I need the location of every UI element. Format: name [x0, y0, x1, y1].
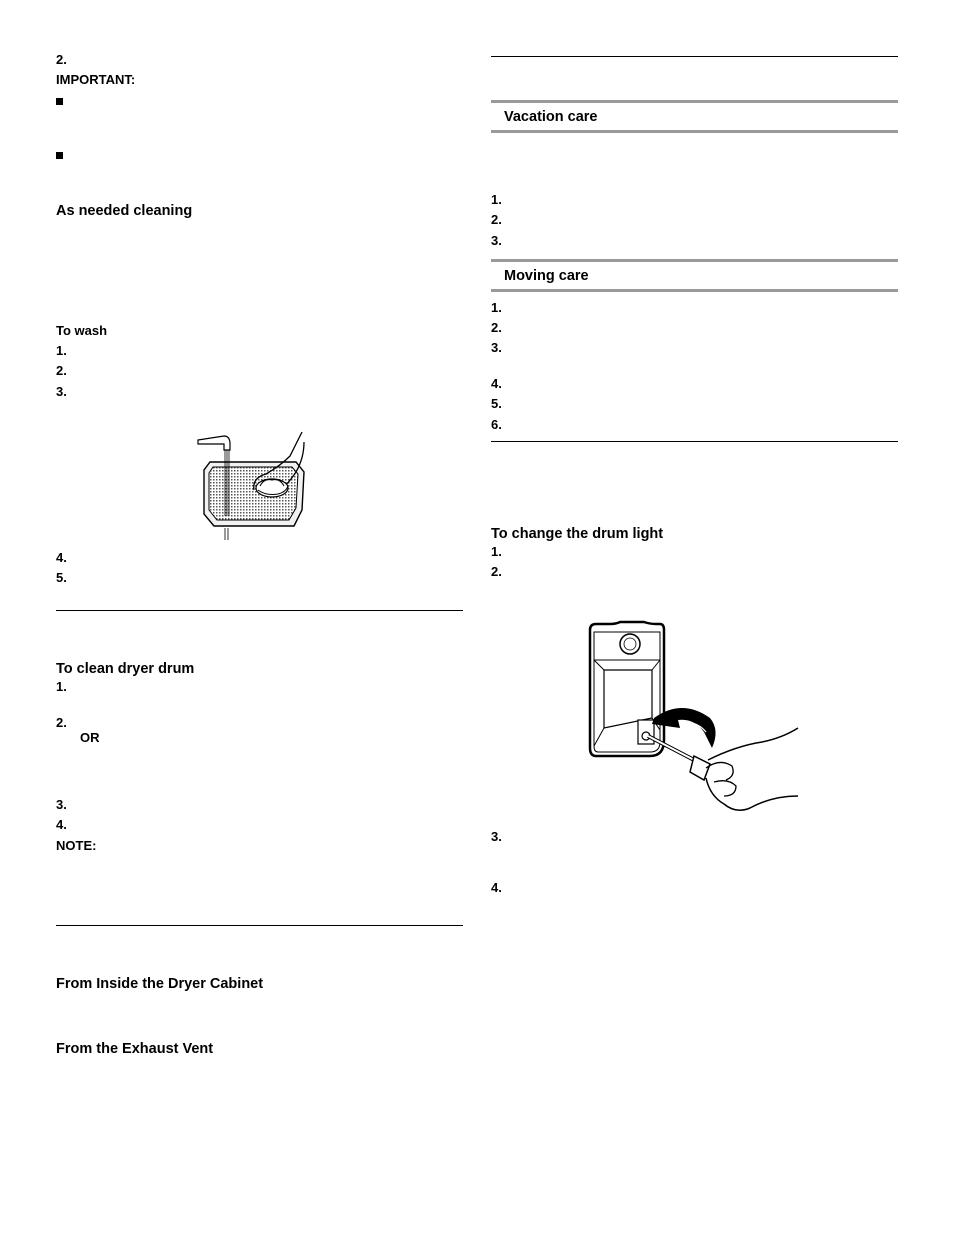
wash-step: 1.: [56, 343, 67, 358]
bullet-icon: [56, 152, 63, 159]
to-clean-dryer-drum-heading: To clean dryer drum: [56, 661, 195, 677]
moving-step: 6.: [491, 417, 502, 432]
vacation-care-heading: Vacation care: [504, 109, 598, 125]
vacation-step: 1.: [491, 192, 502, 207]
wash-step: 4.: [56, 550, 67, 565]
drum-step: 3.: [56, 797, 67, 812]
moving-step: 4.: [491, 376, 502, 391]
light-step: 2.: [491, 564, 502, 579]
drum-step: 1.: [56, 679, 67, 694]
section-divider: [56, 610, 463, 611]
as-needed-cleaning-heading: As needed cleaning: [56, 203, 193, 219]
drum-light-cover-illustration: [586, 620, 804, 820]
section-divider: [56, 925, 463, 926]
drum-step: 2.: [56, 715, 67, 730]
wash-step: 5.: [56, 570, 67, 585]
moving-care-heading: Moving care: [504, 268, 589, 284]
moving-care-band: [491, 259, 898, 292]
from-exhaust-vent-heading: From the Exhaust Vent: [56, 1041, 214, 1057]
section-divider: [491, 56, 898, 57]
moving-step: 3.: [491, 340, 502, 355]
vacation-step: 3.: [491, 233, 502, 248]
to-change-drum-light-heading: To change the drum light: [491, 526, 664, 542]
moving-step: 2.: [491, 320, 502, 335]
section-divider: [491, 441, 898, 442]
moving-step: 5.: [491, 396, 502, 411]
lint-screen-washing-illustration: [192, 428, 312, 544]
light-step: 3.: [491, 829, 502, 844]
light-step: 1.: [491, 544, 502, 559]
note-label: NOTE:: [56, 838, 97, 853]
or-label: OR: [80, 730, 100, 745]
from-inside-cabinet-heading: From Inside the Dryer Cabinet: [56, 976, 264, 992]
to-wash-heading: To wash: [56, 323, 108, 338]
important-label: IMPORTANT:: [56, 72, 136, 87]
wash-step: 2.: [56, 363, 67, 378]
vacation-care-band: [491, 100, 898, 133]
light-step: 4.: [491, 880, 502, 895]
moving-step: 1.: [491, 300, 502, 315]
step-number: 2.: [56, 52, 67, 67]
wash-step: 3.: [56, 384, 67, 399]
vacation-step: 2.: [491, 212, 502, 227]
drum-step: 4.: [56, 817, 67, 832]
bullet-icon: [56, 98, 63, 105]
